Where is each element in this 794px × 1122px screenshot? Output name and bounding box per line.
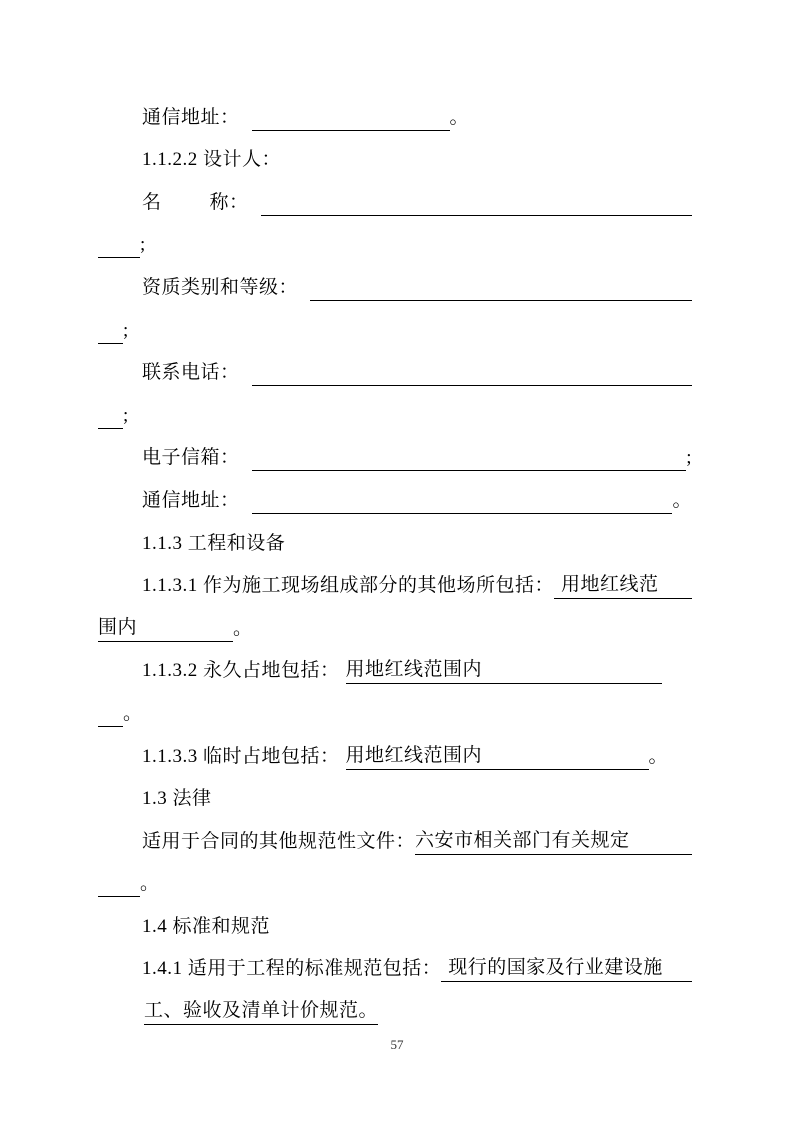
text-run: ;	[123, 404, 129, 426]
underlined-text: 用地红线范围内	[346, 746, 649, 770]
line-heading-1-1-3-works-equipment	[98, 514, 692, 557]
blank-underline	[252, 373, 692, 386]
line-1-1-3-3-temporary-land	[98, 727, 692, 770]
blank-underline	[252, 118, 450, 131]
line-1-1-3-2-wrap	[98, 684, 692, 727]
text-run: 电子信箱：	[142, 447, 240, 469]
line-designer-name	[98, 173, 692, 216]
line-designer-name-wrap	[98, 216, 692, 259]
line-designer-qualification-wrap	[98, 301, 692, 344]
text-run: 。	[123, 702, 143, 724]
underlined-text: 工、验收及清单计价规范。	[144, 1001, 378, 1025]
text-run: 。	[672, 489, 692, 511]
text-run: 名	[142, 191, 162, 213]
spacer	[240, 385, 252, 386]
spacer	[298, 300, 310, 301]
underlined-text: 用地红线范	[554, 575, 692, 599]
page-number: 57	[390, 1037, 404, 1052]
line-heading-1-3-law	[98, 770, 692, 813]
text-run: 1.1.2.2 设计人：	[142, 149, 282, 171]
line-heading-1-4-standards	[98, 897, 692, 940]
text-run: ;	[140, 234, 146, 256]
underlined-text: 现行的国家及行业建设施	[441, 958, 692, 982]
line-applicable-normative-documents-wrap	[98, 855, 692, 898]
text-run: 1.4 标准和规范	[142, 915, 271, 937]
line-1-4-1-applicable-standards	[98, 940, 692, 983]
blank-underline	[98, 245, 140, 258]
text-run: 通信地址：	[142, 106, 240, 128]
text-run: ;	[123, 319, 129, 341]
text-run: 联系电话：	[142, 362, 240, 384]
line-1-1-3-2-permanent-land	[98, 642, 692, 685]
text-run: 。	[140, 873, 160, 895]
line-designer-mailing-address	[98, 471, 692, 514]
spacer	[240, 130, 252, 131]
blank-underline	[310, 288, 692, 301]
line-heading-1-1-2-2-designer	[98, 131, 692, 174]
spacer	[240, 470, 252, 471]
text-run: 1.1.3.2 永久占地包括：	[142, 660, 340, 682]
text-run: ;	[686, 447, 692, 469]
spacer	[162, 215, 210, 216]
line-1-1-3-1-other-sites	[98, 557, 692, 600]
line-applicable-normative-documents	[98, 812, 692, 855]
line-1-4-1-wrap	[98, 982, 692, 1025]
underlined-text: 围内	[98, 618, 233, 642]
text-run: 。	[233, 617, 253, 639]
line-1-1-3-1-wrap	[98, 599, 692, 642]
blank-underline	[98, 884, 140, 897]
text-run: 通信地址：	[142, 489, 240, 511]
line-designer-email	[98, 429, 692, 472]
text-run: 称：	[209, 191, 249, 213]
line-designer-phone	[98, 344, 692, 387]
line-designer-qualification	[98, 258, 692, 301]
text-run: 。	[449, 106, 470, 128]
blank-underline	[261, 203, 692, 216]
text-run: 1.1.3 工程和设备	[142, 532, 286, 554]
underlined-text: 六安市相关部门有关规定	[415, 831, 692, 855]
blank-underline	[98, 714, 123, 727]
blank-underline	[252, 501, 673, 514]
spacer	[240, 513, 252, 514]
blank-underline	[98, 416, 123, 429]
text-run: 。	[648, 745, 669, 767]
blank-underline	[98, 331, 123, 344]
text-run: 1.1.3.3 临时占地包括：	[142, 745, 340, 767]
line-designer-phone-wrap	[98, 386, 692, 429]
text-run: 1.3 法律	[142, 788, 212, 810]
blank-underline	[252, 458, 687, 471]
text-run: 资质类别和等级：	[142, 276, 299, 298]
text-run: 适用于合同的其他规范性文件：	[142, 830, 416, 852]
document-content	[98, 88, 692, 1025]
text-run: 1.1.3.1 作为施工现场组成部分的其他场所包括：	[142, 575, 555, 597]
text-run: 1.4.1 适用于工程的标准规范包括：	[142, 958, 442, 980]
underlined-text: 用地红线范围内	[346, 660, 662, 684]
line-mailing-address-designer-supervisor	[98, 88, 692, 131]
spacer	[249, 215, 261, 216]
